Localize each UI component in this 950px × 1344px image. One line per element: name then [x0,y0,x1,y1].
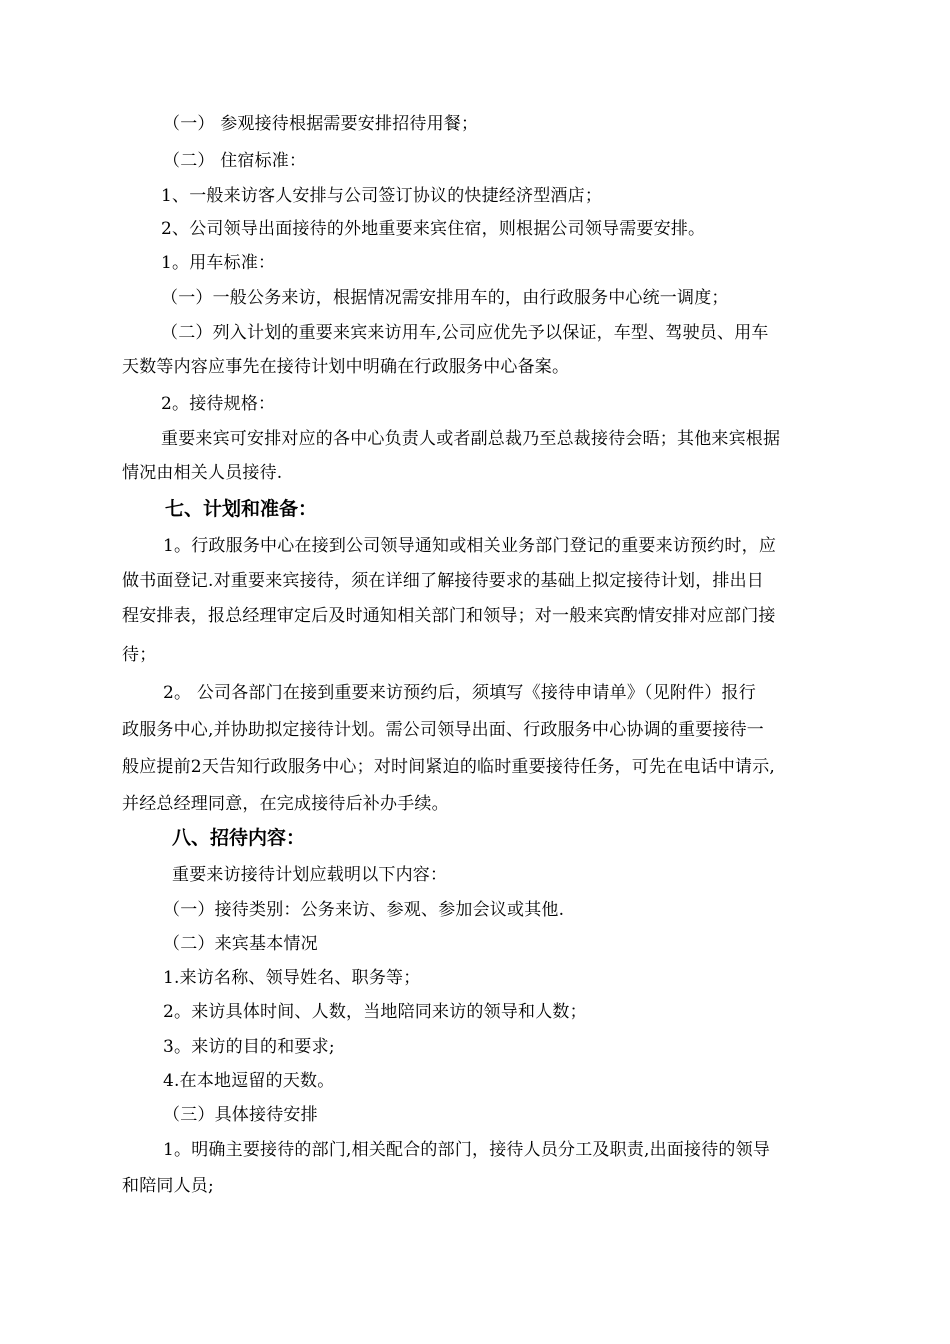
section-heading: 八、招待内容： [172,827,306,849]
paragraph-line: 天数等内容应事先在接待计划中明确在行政服务中心备案。 [122,357,570,377]
paragraph-line: 和陪同人员; [122,1176,214,1196]
paragraph-line: 2。 公司各部门在接到重要来访预约后，须填写《接待申请单》（见附件）报行 [163,683,756,703]
paragraph-line: （一） 参观接待根据需要安排招待用餐； [163,114,479,134]
paragraph-line: 并经总经理同意，在完成接待后补办手续。 [122,794,449,814]
paragraph-line: （一）一般公务来访，根据情况需安排用车的，由行政服务中心统一调度； [161,288,729,308]
paragraph-line: 4.在本地逗留的天数。 [163,1071,335,1091]
paragraph-line: 程安排表，报总经理审定后及时通知相关部门和领导；对一般来宾酌情安排对应部门接 [122,606,776,626]
paragraph-line: 1。明确主要接待的部门,相关配合的部门，接待人员分工及职责,出面接待的领导 [163,1140,771,1160]
paragraph-line: 情况由相关人员接待. [122,463,283,483]
paragraph-line: （二） 住宿标准： [163,151,307,171]
paragraph-line: 1。行政服务中心在接到公司领导通知或相关业务部门登记的重要来访预约时，应 [163,536,777,556]
paragraph-line: 2。接待规格： [161,394,276,414]
paragraph-line: 2。来访具体时间、人数，当地陪同来访的领导和人数； [163,1002,587,1022]
section-heading: 七、计划和准备： [165,498,318,520]
paragraph-line: 1。用车标准： [161,253,276,273]
paragraph-line: 做书面登记.对重要来宾接待，须在详细了解接待要求的基础上拟定接待计划，排出日 [122,571,765,591]
paragraph-line: 待； [122,645,157,665]
paragraph-line: （一）接待类别：公务来访、参观、参加会议或其他. [163,900,565,920]
paragraph-line: （三）具体接待安排 [163,1105,318,1125]
paragraph-line: （二）来宾基本情况 [163,934,318,954]
paragraph-line: 般应提前2天告知行政服务中心；对时间紧迫的临时重要接待任务，可先在电话中请示, [122,757,776,777]
paragraph-line: 2、公司领导出面接待的外地重要来宾住宿，则根据公司领导需要安排。 [161,219,706,239]
paragraph-line: （二）列入计划的重要来宾来访用车,公司应优先予以保证，车型、驾驶员、用车 [161,323,769,343]
paragraph-line: 政服务中心,并协助拟定接待计划。需公司领导出面、行政服务中心协调的重要接待一 [122,720,765,740]
paragraph-line: 重要来宾可安排对应的各中心负责人或者副总裁乃至总裁接待会晤；其他来宾根据 [161,429,781,449]
paragraph-line: 1.来访名称、领导姓名、职务等； [163,968,421,988]
paragraph-line: 重要来访接待计划应载明以下内容： [172,865,448,885]
paragraph-line: 3。来访的目的和要求; [163,1037,335,1057]
paragraph-line: 1、一般来访客人安排与公司签订协议的快捷经济型酒店； [161,186,603,206]
